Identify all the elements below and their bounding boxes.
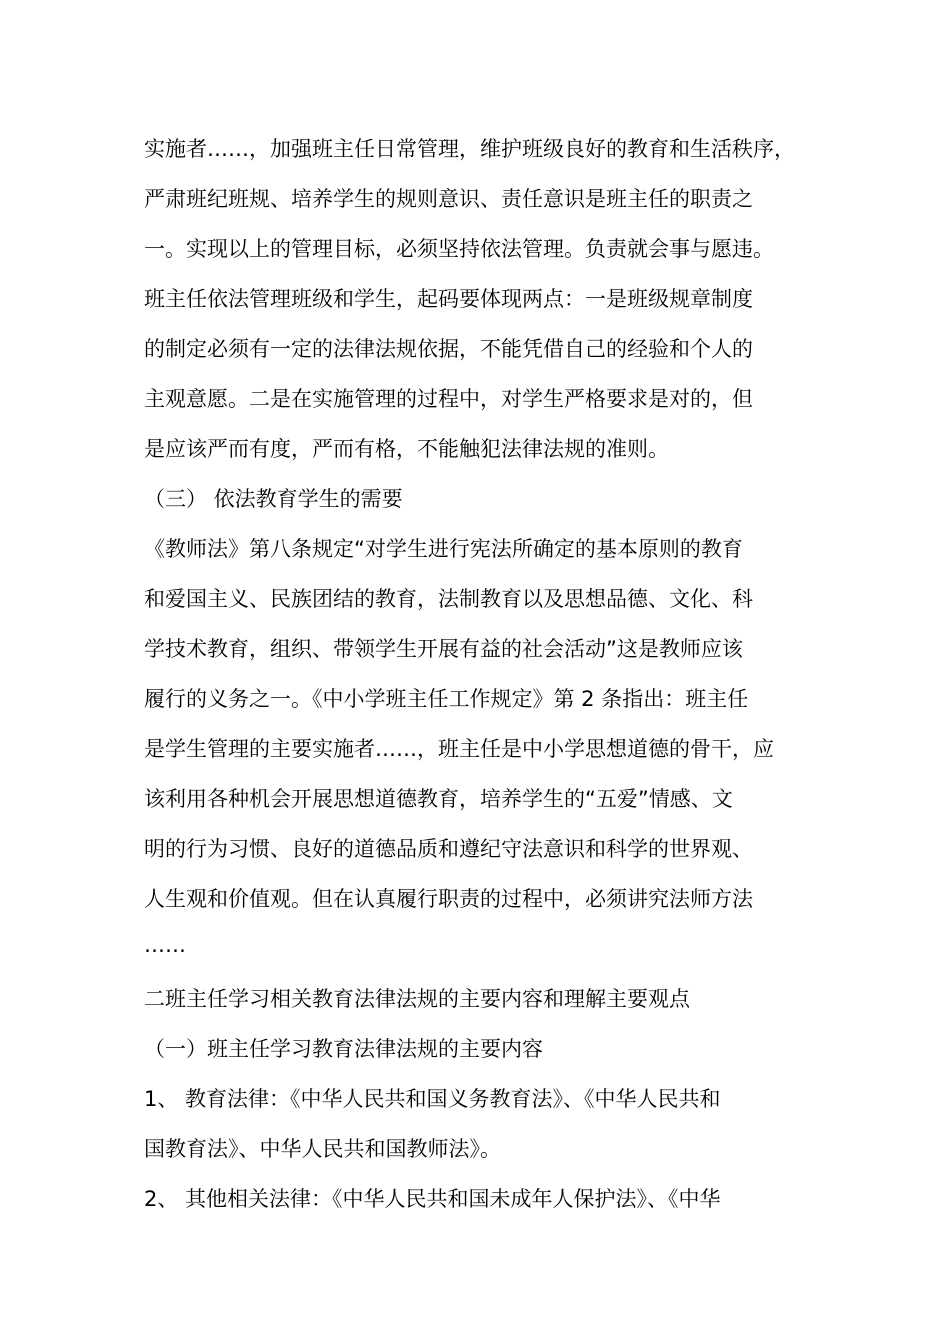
- list-item-2: 2、 其他相关法律：《中华人民共和国未成年人保护法》、《中华: [144, 1187, 721, 1211]
- text-line-17: ……: [144, 933, 186, 957]
- list-item-1: 1、 教育法律：《中华人民共和国义务教育法》、《中华人民共和: [144, 1087, 721, 1111]
- text-line-5: 的制定必须有一定的法律法规依据，不能凭借自己的经验和个人的: [144, 337, 753, 361]
- text-line-14: 该利用各种机会开展思想道德教育，培养学生的“五爱”情感、文: [144, 787, 733, 811]
- text-line-2: 严肃班纪班规、培养学生的规则意识、责任意识是班主任的职责之: [144, 187, 753, 211]
- text-line-4: 班主任依法管理班级和学生，起码要体现两点：一是班级规章制度: [144, 287, 753, 311]
- subsection-heading-1: （一）班主任学习教育法律法规的主要内容: [144, 1037, 543, 1061]
- section-heading-2: 二班主任学习相关教育法律法规的主要内容和理解主要观点: [144, 987, 690, 1011]
- text-line-11: 学技术教育，组织、带领学生开展有益的社会活动”这是教师应该: [144, 637, 743, 661]
- text-line-16: 人生观和价值观。但在认真履行职责的过程中，必须讲究法师方法: [144, 887, 753, 911]
- text-line-12: 履行的义务之一。《中小学班主任工作规定》第 2 条指出：班主任: [144, 687, 749, 711]
- list-item-1-cont: 国教育法》、中华人民共和国教师法》。: [144, 1137, 501, 1161]
- text-line-13: 是学生管理的主要实施者……，班主任是中小学思想道德的骨干，应: [144, 737, 774, 761]
- text-line-6: 主观意愿。二是在实施管理的过程中，对学生严格要求是对的，但: [144, 387, 753, 411]
- text-line-9: 《教师法》第八条规定“对学生进行宪法所确定的基本原则的教育: [144, 537, 743, 561]
- section-heading-3: （三） 依法教育学生的需要: [144, 487, 403, 511]
- text-line-1: 实施者……，加强班主任日常管理，维护班级良好的教育和生活秩序，: [144, 137, 795, 161]
- text-line-3: 一。实现以上的管理目标，必须坚持依法管理。负责就会事与愿违。: [144, 237, 774, 261]
- text-line-7: 是应该严而有度，严而有格，不能触犯法律法规的准则。: [144, 437, 669, 461]
- text-line-10: 和爱国主义、民族团结的教育，法制教育以及思想品德、文化、科: [144, 587, 753, 611]
- text-line-15: 明的行为习惯、良好的道德品质和遵纪守法意识和科学的世界观、: [144, 837, 753, 861]
